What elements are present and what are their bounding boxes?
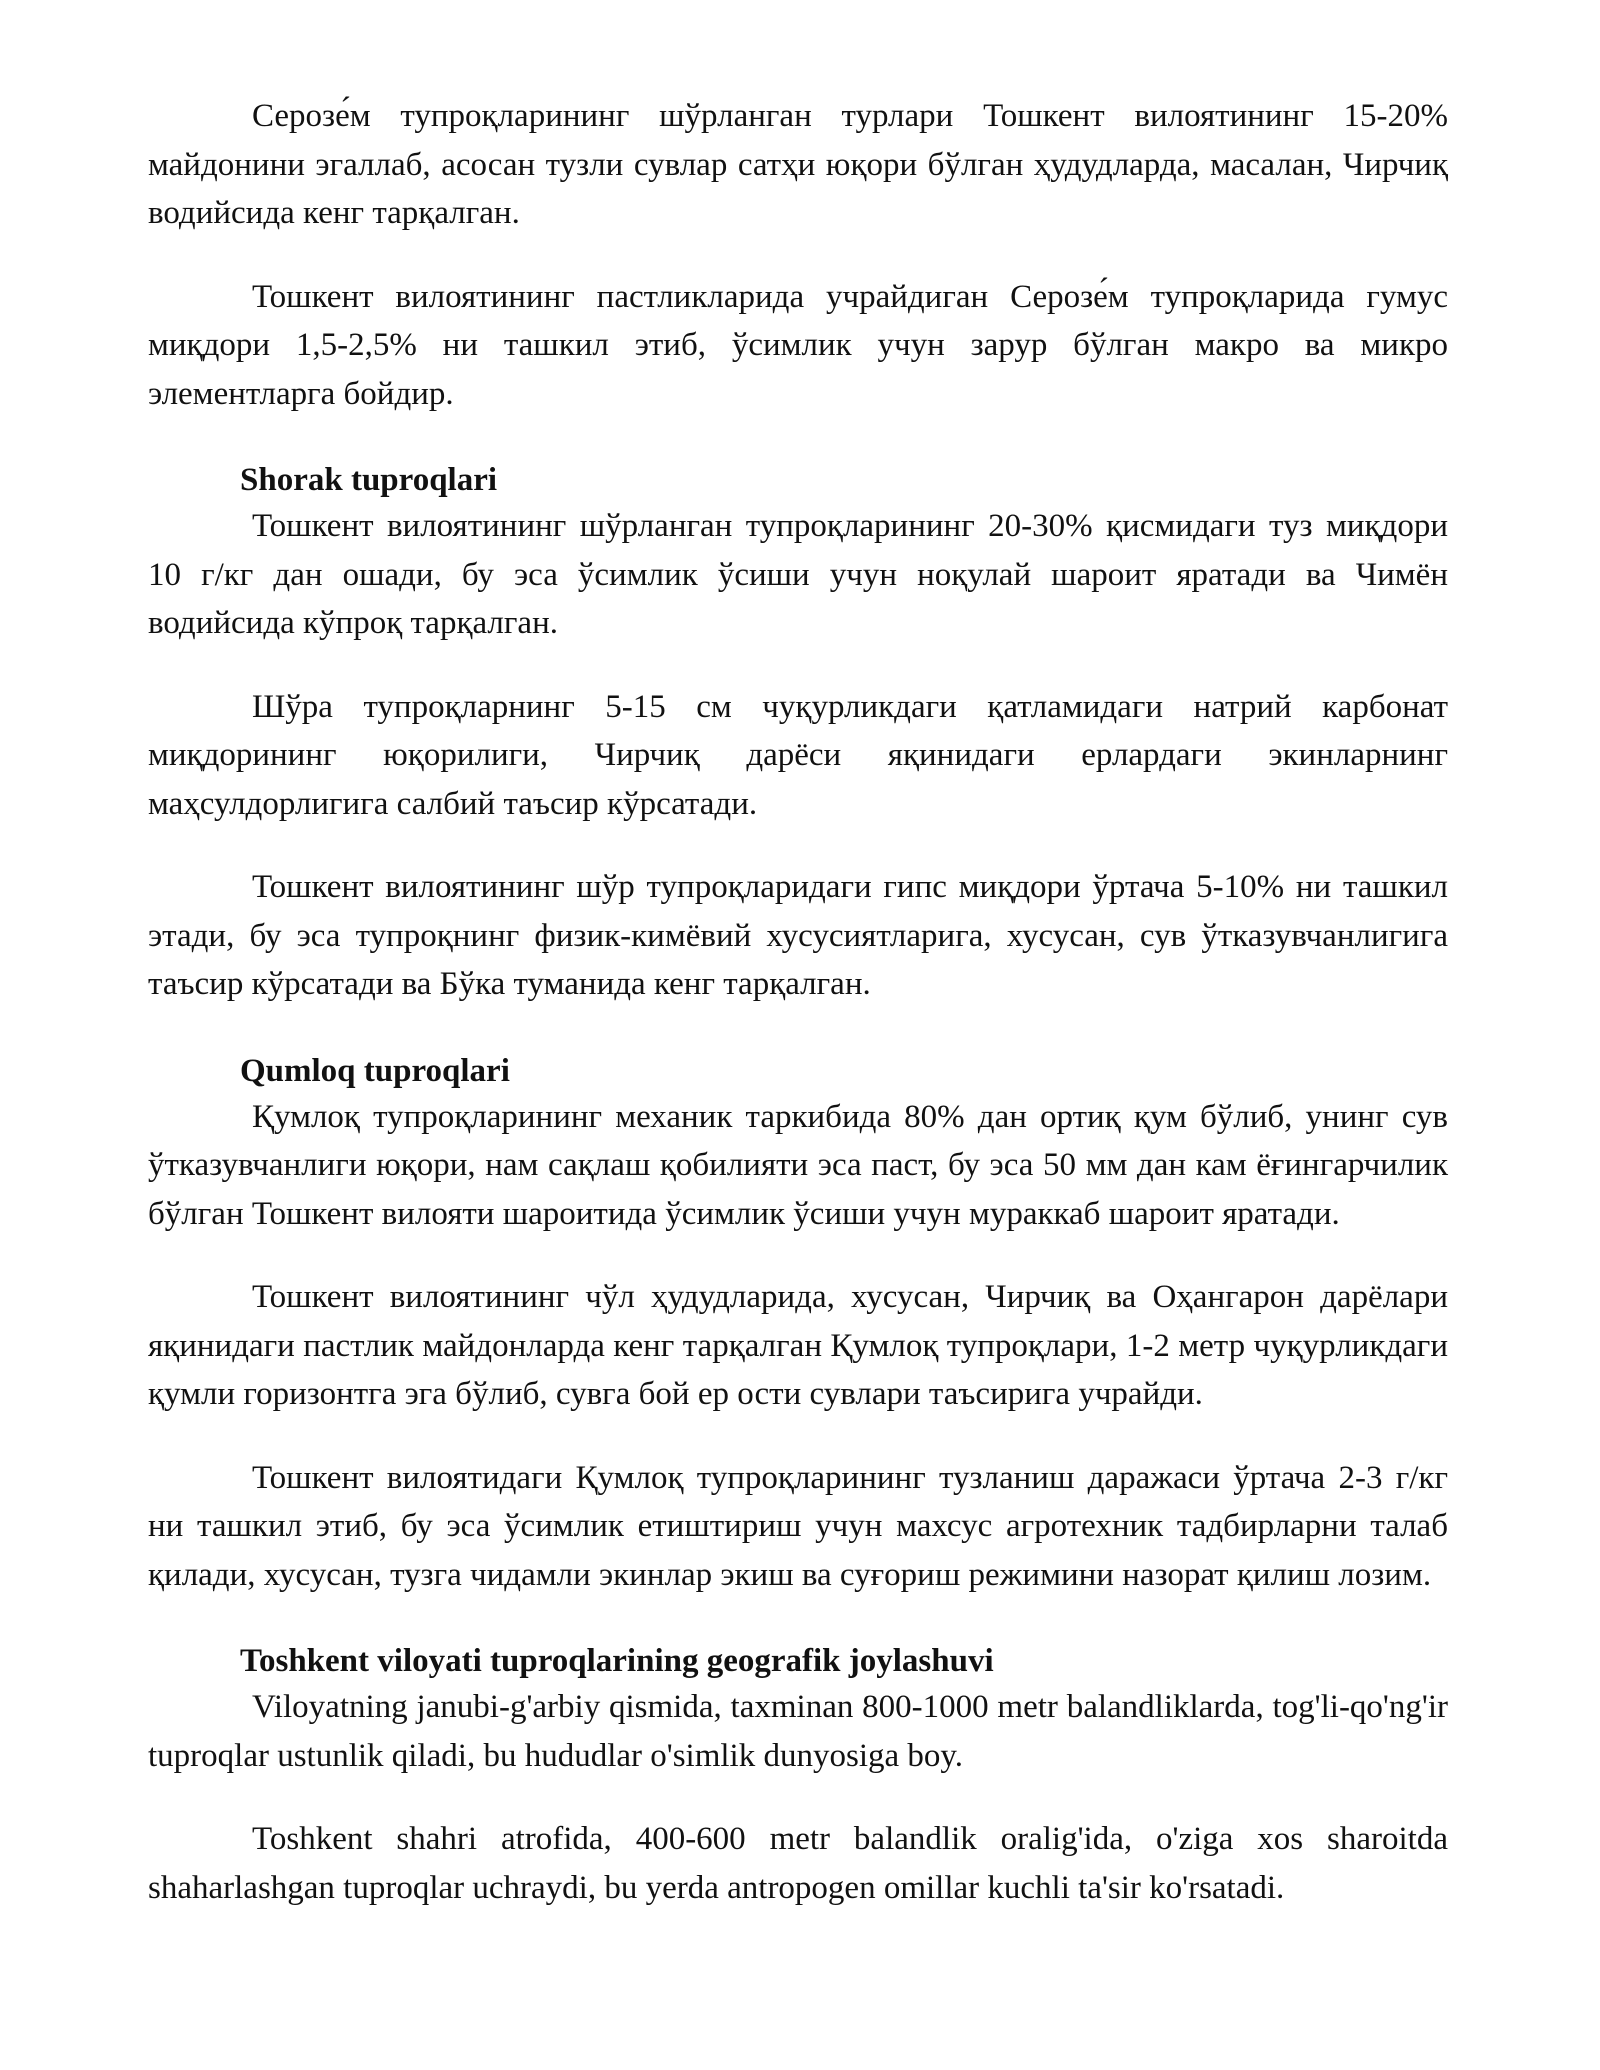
paragraph: Тошкент вилоятидаги Қумлоқ тупроқларининг тузланиш даражаси ўртача 2-3 г/кг ни ташкил этиб, бу эса ўсимлик етиштириш учун махсус агротехник тадбирларни талаб қилади, хусусан, тузга чидамли экинлар экиш ва суғориш режимини назорат қилиш лозим. (148, 1459, 1448, 1593)
document-page (148, 92, 1448, 1912)
paragraph: Viloyatning janubi-g'arbiy qismida, taxminan 800-1000 metr balandliklarda, tog'li-qo'ng'ir tuproqlar ustunlik qiladi, bu hududlar o'simlik dunyosiga boy. (148, 1689, 1448, 1774)
paragraph: Тошкент вилоятининг пастликларида учрайдиган Серозе́м тупроқларида гумус миқдори 1,5-2,5% ни ташкил этиб, ўсимлик учун зарур бўлган макро ва микро элементларга бойдир. (148, 278, 1448, 412)
section-heading-shorak: Shorak tuproqlari (240, 462, 498, 498)
section-heading-geografik: Toshkent viloyati tuproqlarining geografik joylashuvi (240, 1643, 994, 1679)
paragraph: Қумлоқ тупроқларининг механик таркибида 80% дан ортиқ қум бўлиб, унинг сув ўтказувчанлиги юқори, нам сақлаш қобилияти эса паст, бу эса 50 мм дан кам ёғингарчилик бўлган Тошкент вилояти шароитида ўсимлик ўсиши учун мураккаб шароит яратади. (148, 1098, 1448, 1232)
section-heading-qumloq: Qumloq tuproqlari (240, 1052, 510, 1089)
paragraph: Шўра тупроқларнинг 5-15 см чуқурликдаги қатламидаги натрий карбонат миқдорининг юқорилиги, Чирчиқ дарёси яқинидаги ерлардаги экинларнинг маҳсулдорлигига салбий таъсир кўрсатади. (148, 688, 1448, 822)
paragraph: Тошкент вилоятининг чўл ҳудудларида, хусусан, Чирчиқ ва Оҳангарон дарёлари яқинидаги пастлик майдонларда кенг тарқалган Қумлоқ тупроқлари, 1-2 метр чуқурликдаги қумли горизонтга эга бўлиб, сувга бой ер ости сувлари таъсирига учрайди. (148, 1279, 1448, 1412)
paragraph: Тошкент вилоятининг шўр тупроқларидаги гипс миқдори ўртача 5-10% ни ташкил этади, бу эса тупроқнинг физик-кимёвий хусусиятларига, хусусан, сув ўтказувчанлигига таъсир кўрсатади ва Бўка туманида кенг тарқалган. (148, 869, 1448, 1002)
paragraph: Toshkent shahri atrofida, 400-600 metr balandlik oralig'ida, o'ziga xos sharoitda shaharlashgan tuproqlar uchraydi, bu yerda antropogen omillar kuchli ta'sir ko'rsatadi. (148, 1821, 1448, 1906)
paragraph: Тошкент вилоятининг шўрланган тупроқларининг 20-30% қисмидаги туз миқдори 10 г/кг дан ошади, бу эса ўсимлик ўсиши учун ноқулай шароит яратади ва Чимён водийсида кўпроқ тарқалган. (148, 508, 1448, 641)
paragraph: Серозе́м тупроқларининг шўрланган турлари Тошкент вилоятининг 15-20% майдонини эгаллаб, асосан тузли сувлар сатҳи юқори бўлган ҳудудларда, масалан, Чирчиқ водийсида кенг тарқалган. (148, 98, 1448, 231)
